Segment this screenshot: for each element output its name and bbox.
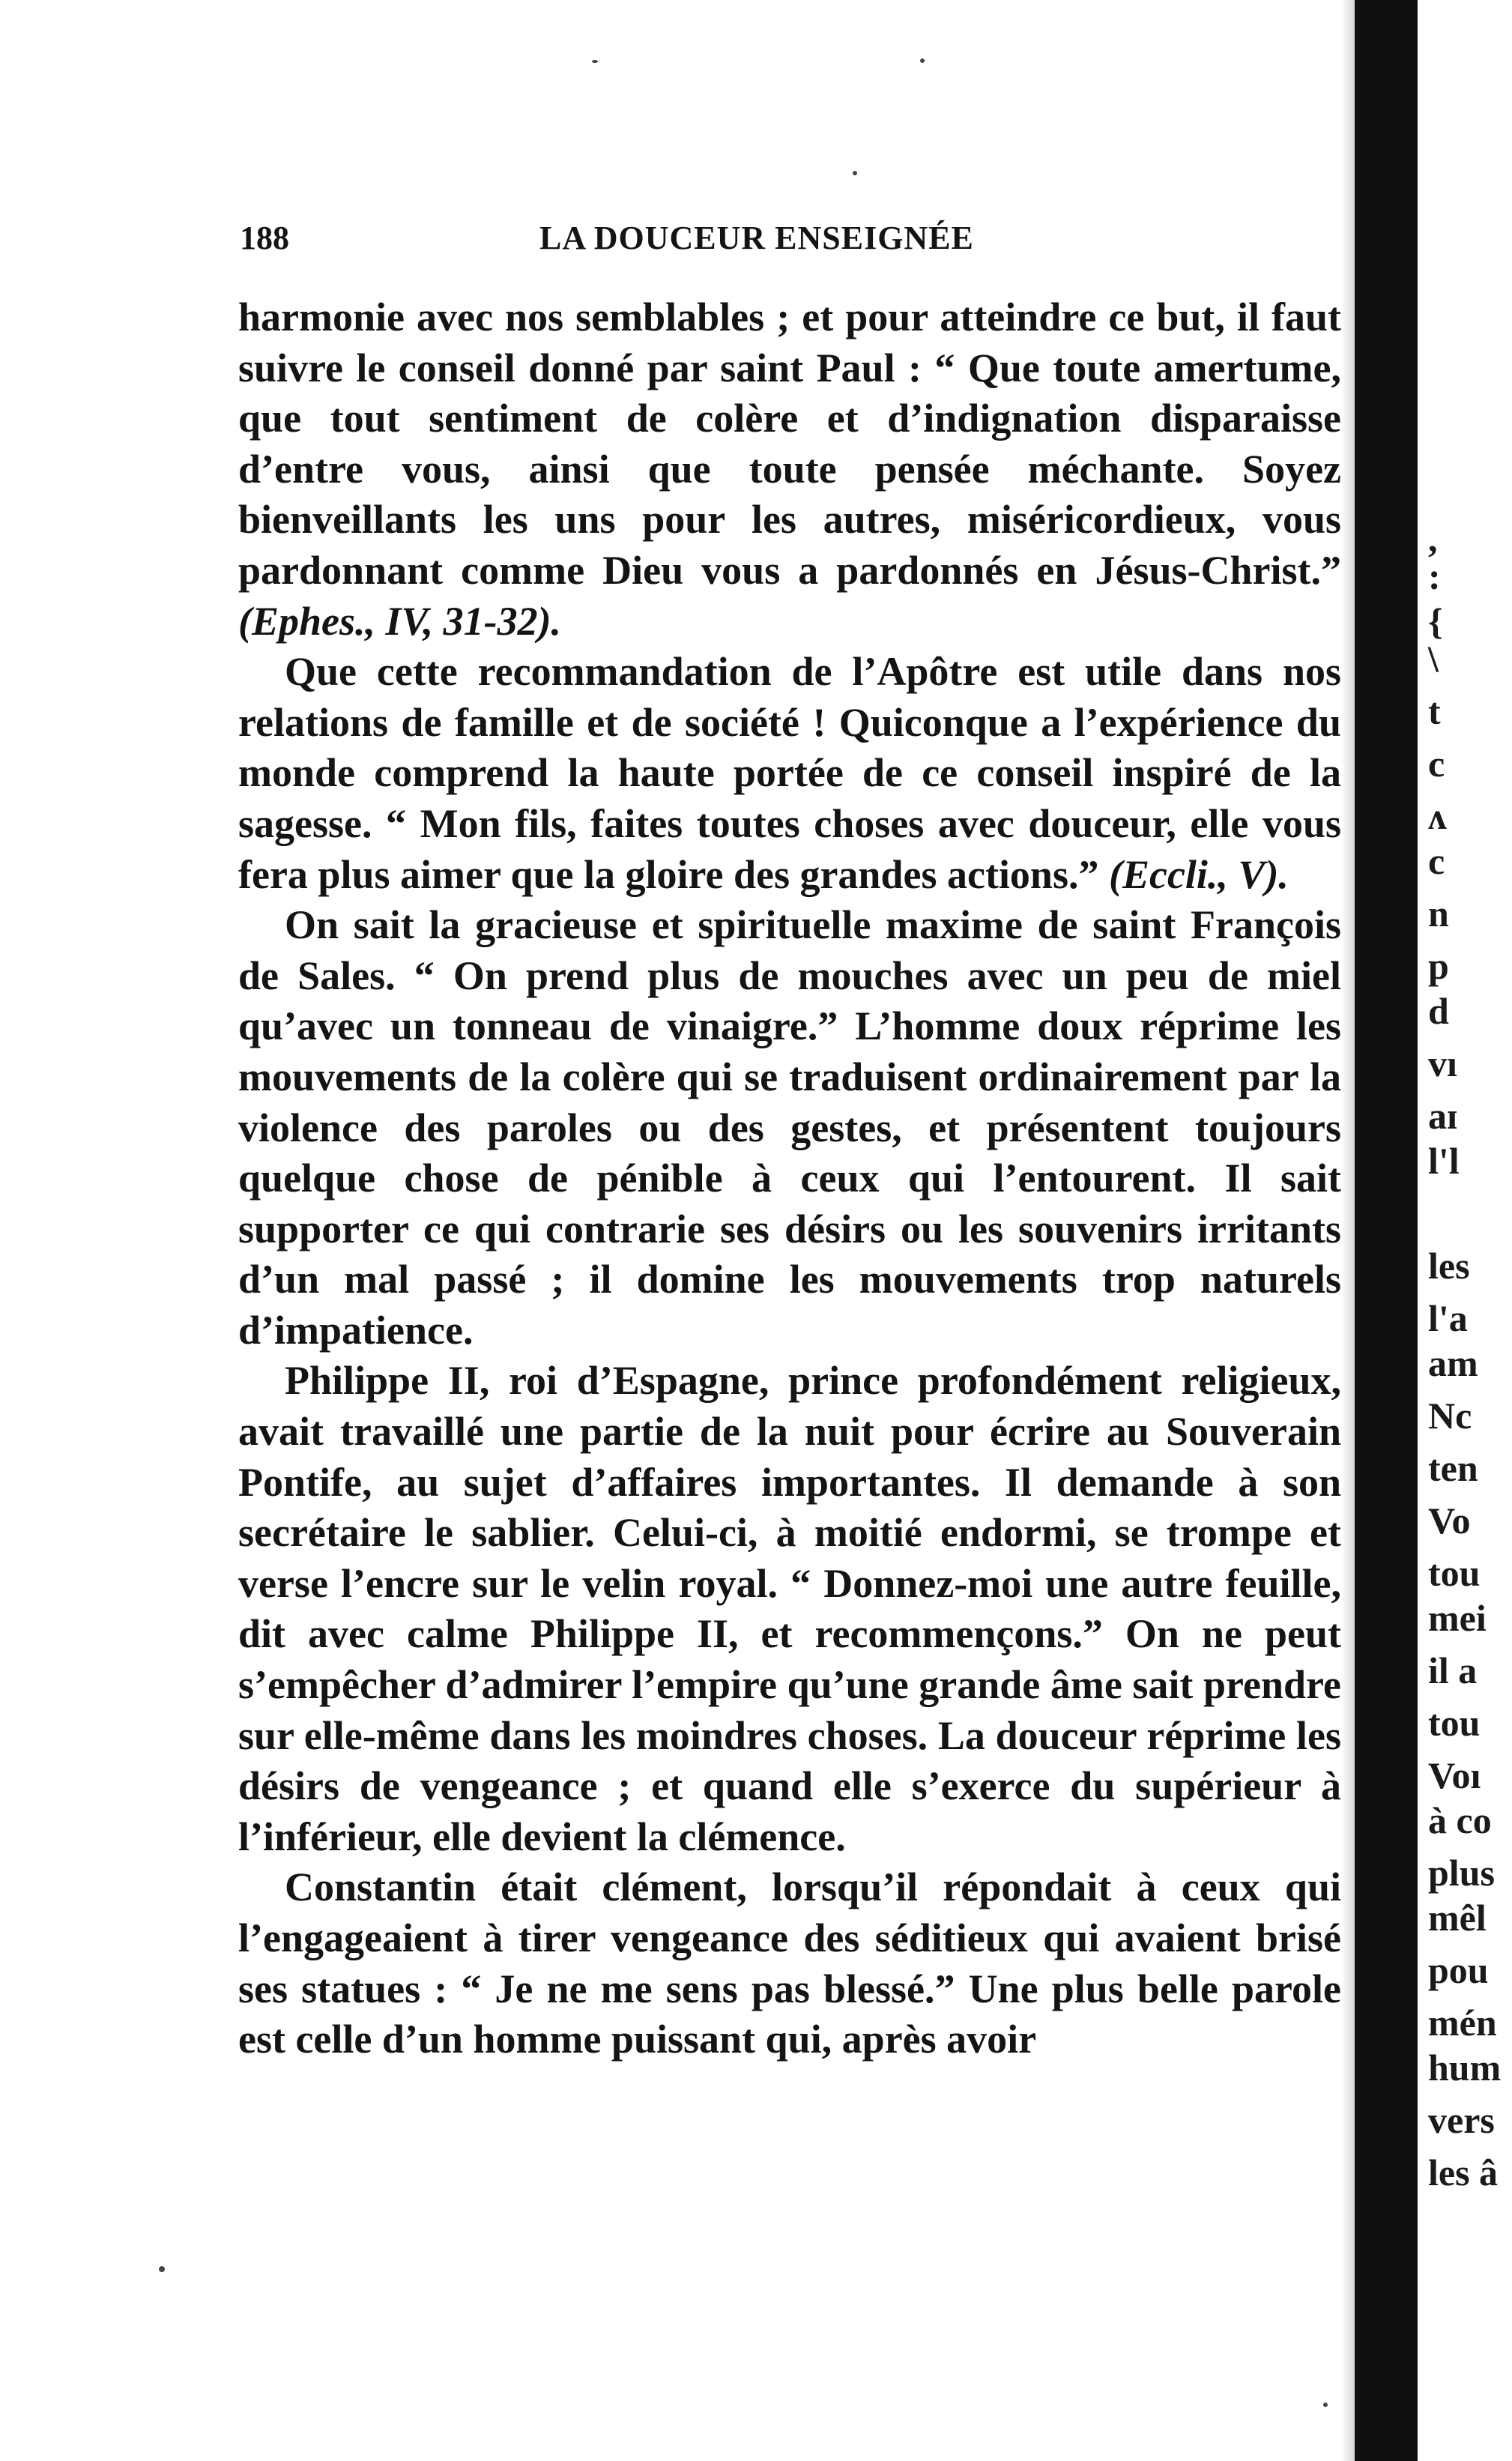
facing-page-fragment: vı: [1428, 1042, 1457, 1084]
book-binding: [1355, 0, 1418, 2461]
facing-page-fragment: c: [1428, 840, 1445, 882]
running-header: [240, 219, 1349, 271]
facing-page-fragment: am: [1428, 1342, 1478, 1384]
paragraph-text: Constantin était clément, lorsqu’il répondait à ceux qui l’engageaient à tirer vengeance des séditieux qui avaient brisé ses statues : “ Je ne me sens pas blessé.” Une plus belle parole est celle d’un homme puissant qui, après avoir: [238, 1864, 1341, 2062]
paragraph-5: [238, 1862, 1341, 2065]
scan-speck: [159, 2266, 165, 2272]
facing-page-fragment: l'l: [1428, 1140, 1460, 1182]
paragraph-text: Que cette recommandation de l’Apôtre est utile dans nos relations de famille et de société ! Quiconque a l’expérience du monde comprend la haute portée de ce conseil inspiré de la sagesse. “ Mon fils, faites toutes choses avec douceur, elle vous fera plus aimer que la gloire des grandes actions.”: [238, 649, 1341, 897]
facing-page-fragment: t: [1428, 690, 1441, 732]
paragraph-1: [238, 292, 1341, 647]
facing-page-fragment: ʌ: [1428, 795, 1447, 837]
facing-page-fragment: mén: [1428, 2002, 1497, 2044]
facing-page-fragment: mei: [1428, 1597, 1487, 1639]
paragraph-4: [238, 1356, 1341, 1862]
scan-speck: [920, 58, 925, 63]
facing-page-fragment: d: [1428, 990, 1449, 1032]
facing-page-fragment: {: [1428, 600, 1443, 642]
paragraph-text: On sait la gracieuse et spirituelle maxime de saint François de Sales. “ On prend plus de mouches avec un peu de miel qu’avec un tonneau de vinaigre.” L’homme doux réprime les mouvements de la colère qui se traduisent ordinairement par la violence des paroles ou des gestes, et présentent toujours quelque chose de pénible à ceux qui l’entourent. Il sait supporter ce qui contrarie ses désirs ou les souvenirs irritants d’un mal passé ; il domine les mouvements trop naturels d’impatience.: [238, 902, 1341, 1353]
facing-page-fragment: c: [1428, 743, 1445, 785]
body-text: [238, 292, 1341, 2065]
bible-reference: (Eccli., V).: [1108, 851, 1289, 897]
facing-page-fragment: ten: [1428, 1447, 1478, 1489]
facing-page-fragment: l'a: [1428, 1297, 1468, 1339]
scan-speck: [1323, 2403, 1328, 2407]
facing-page-fragment: p: [1428, 945, 1449, 987]
paragraph-text: harmonie avec nos semblables ; et pour atteindre ce but, il faut suivre le conseil donné par saint Paul : “ Que toute amertume, que tout sentiment de colère et d’indignation disparaisse d’entre vous, ainsi que toute pensée méchante. Soyez bienveillants les uns pour les autres, miséricordieux, vous pardonnant comme Dieu vous a pardonnés en Jésus-Christ.”: [238, 295, 1341, 593]
facing-page-fragment: il a: [1428, 1649, 1478, 1691]
facing-page-fragment: mêl: [1428, 1897, 1487, 1939]
running-title: LA DOUCEUR ENSEIGNÉE: [539, 220, 974, 256]
scan-speck: [853, 171, 857, 175]
facing-page-fragment: à co: [1428, 1799, 1492, 1841]
facing-page-fragment: n: [1428, 893, 1449, 934]
paragraph-2: [238, 647, 1341, 900]
scan-speck: [592, 60, 598, 63]
facing-page-fragment: les: [1428, 1245, 1470, 1287]
facing-page-fragment: :: [1428, 555, 1441, 597]
paragraph-3: [238, 900, 1341, 1356]
facing-page-fragment: Voı: [1428, 1754, 1481, 1796]
facing-page-fragment: tou: [1428, 1552, 1481, 1594]
bible-reference: (Ephes., IV, 31-32).: [238, 598, 562, 644]
facing-page-fragment: vers: [1428, 2099, 1495, 2141]
facing-page-fragment: \: [1428, 638, 1439, 680]
facing-page-fragment: ,: [1428, 518, 1438, 560]
facing-page-fragment: aɪ: [1428, 1095, 1458, 1137]
facing-page-fragment: les â: [1428, 2152, 1499, 2193]
facing-page-fragment: pou: [1428, 1949, 1489, 1991]
facing-page-fragment: hum: [1428, 2047, 1502, 2089]
page-number: 188: [240, 220, 289, 256]
facing-page-edge: [1424, 0, 1512, 2461]
facing-page-fragment: plus: [1428, 1852, 1495, 1894]
paragraph-text: Philippe II, roi d’Espagne, prince profondément religieux, avait travaillé une partie de la nuit pour écrire au Souverain Pontife, au sujet d’affaires importantes. Il demande à son secrétaire le sablier. Celui-ci, à moitié endormi, se trompe et verse l’encre sur le velin royal. “ Donnez-moi une autre feuille, dit avec calme Philippe II, et recommençons.” On ne peut s’empêcher d’admirer l’empire qu’une grande âme sait prendre sur elle-même dans les moindres choses. La douceur réprime les désirs de vengeance ; et quand elle s’exerce du supérieur à l’inférieur, elle devient la clémence.: [238, 1358, 1341, 1859]
facing-page-fragment: Nc: [1428, 1395, 1472, 1437]
facing-page-fragment: tou: [1428, 1702, 1481, 1744]
facing-page-fragment: Vo: [1428, 1500, 1471, 1541]
